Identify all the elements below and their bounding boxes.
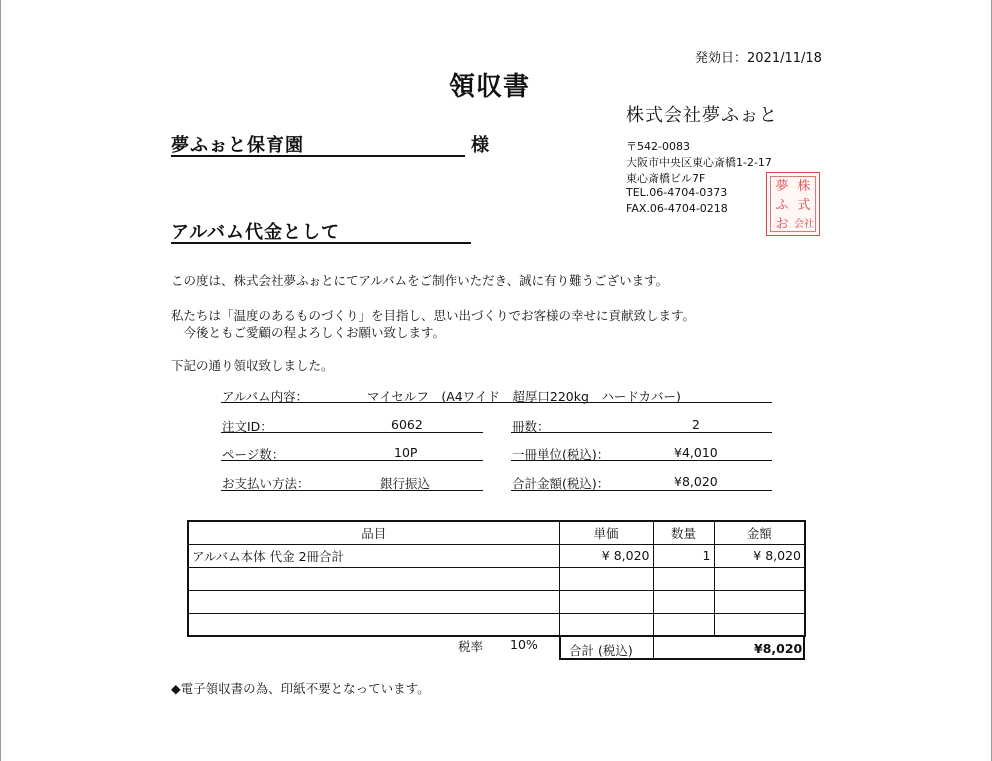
seal-char: 夢 <box>775 179 789 194</box>
items-table <box>187 520 806 637</box>
cell-unit-price: ¥ 8,020 <box>559 544 653 567</box>
column-header-quantity: 数量 <box>653 521 714 544</box>
table-row <box>188 613 805 636</box>
cell-quantity <box>653 567 714 590</box>
album-content-label: アルバム内容： <box>222 389 309 404</box>
payment-method-value: 銀行振込 <box>380 476 431 491</box>
order-id-underline <box>221 432 483 433</box>
tax-rate-label: 税率 <box>458 639 484 654</box>
cell-amount: ¥ 8,020 <box>714 544 805 567</box>
cell-amount <box>714 590 805 613</box>
column-header-amount: 金額 <box>714 521 805 544</box>
table-row <box>188 544 805 567</box>
table-row <box>188 567 805 590</box>
issuer-company-name: 株式会社夢ふぉと <box>626 105 778 126</box>
document-title: 領収書 <box>449 72 531 102</box>
recipient-underline <box>171 155 465 157</box>
payment-method-underline <box>221 490 483 491</box>
grand-total-divider <box>653 636 654 658</box>
total-amount-label: 合計金額(税込)： <box>512 476 610 491</box>
company-seal-stamp <box>766 172 820 236</box>
unit-price-value: ¥4,010 <box>674 445 718 460</box>
grand-total-label: 合計 (税込) <box>569 643 633 658</box>
cell-unit-price <box>559 590 653 613</box>
cell-item <box>188 590 559 613</box>
recipient-name: 夢ふぉと保育園 <box>171 135 304 156</box>
seal-char: 会社 <box>794 219 814 230</box>
closing-text: 今後ともご愛顧の程よろしくお願い致します。 <box>171 325 446 340</box>
issue-date: 発効日：2021/11/18 <box>695 51 822 66</box>
album-content-value: マイセルフ (A4ワイド 超厚口220kg ハードカバー) <box>367 389 681 404</box>
issuer-tel: TEL.06-4704-0373 <box>626 186 728 199</box>
receipt-purpose: アルバム代金として <box>171 222 341 243</box>
cell-unit-price <box>559 567 653 590</box>
pages-value: 10P <box>394 445 418 460</box>
copies-value: 2 <box>692 417 700 432</box>
pages-label: ページ数： <box>222 447 285 462</box>
grand-total-value: ¥8,020 <box>754 641 803 656</box>
cell-amount <box>714 613 805 636</box>
column-header-unit-price: 単価 <box>559 521 653 544</box>
cell-item <box>188 613 559 636</box>
total-amount-value: ¥8,020 <box>674 474 718 489</box>
copies-label: 冊数： <box>512 419 550 434</box>
cell-item <box>188 567 559 590</box>
recipient-honorific: 様 <box>471 135 489 156</box>
table-row <box>188 590 805 613</box>
album-content-underline <box>221 402 772 403</box>
issuer-address-2: 東心斎橋ビル7F <box>626 172 706 185</box>
thanks-text: この度は、株式会社夢ふぉとにてアルバムをご制作いただき、誠に有り難うございます。 <box>171 273 669 288</box>
issuer-postal: 〒542-0083 <box>626 140 690 153</box>
unit-price-underline <box>511 460 772 461</box>
column-header-item: 品目 <box>188 521 559 544</box>
seal-char: 株 <box>797 179 811 194</box>
cell-unit-price <box>559 613 653 636</box>
stamp-duty-note: ◆電子領収書の為、印紙不要となっています。 <box>171 681 430 696</box>
cell-quantity <box>653 590 714 613</box>
cell-amount <box>714 567 805 590</box>
order-id-value: 6062 <box>391 417 423 432</box>
total-amount-underline <box>511 490 772 491</box>
tax-rate-value: 10% <box>510 637 538 652</box>
issuer-fax: FAX.06-4704-0218 <box>626 202 728 215</box>
purpose-underline <box>171 242 471 244</box>
pages-underline <box>221 460 483 461</box>
payment-method-label: お支払い方法： <box>222 476 310 491</box>
received-text: 下記の通り領収致しました。 <box>171 358 334 373</box>
cell-item: アルバム本体 代金 2冊合計 <box>188 544 559 567</box>
seal-char: お <box>775 217 789 232</box>
cell-quantity <box>653 613 714 636</box>
items-table-header <box>188 521 805 544</box>
mission-text: 私たちは「温度のあるものづくり」を目指し、思い出づくりでお客様の幸せに貢献致します。 <box>171 308 696 323</box>
cell-quantity: 1 <box>653 544 714 567</box>
copies-underline <box>511 432 772 433</box>
issuer-address-1: 大阪市中央区東心斎橋1-2-17 <box>626 156 772 169</box>
unit-price-label: 一冊単位(税込)： <box>512 447 610 462</box>
seal-char: 式 <box>797 198 811 213</box>
seal-char: ふ <box>775 198 789 213</box>
order-id-label: 注文ID： <box>222 419 273 434</box>
